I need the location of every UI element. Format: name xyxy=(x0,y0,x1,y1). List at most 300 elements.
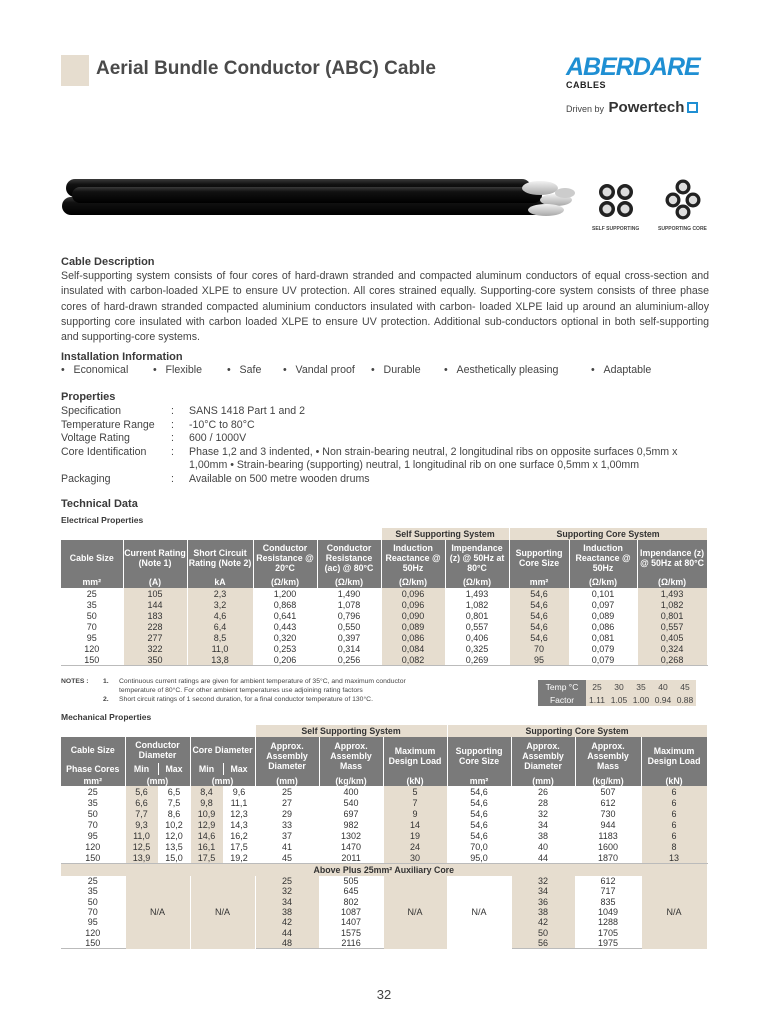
table-cell: 70 xyxy=(61,621,123,632)
table-cell: 0,097 xyxy=(569,599,637,610)
unit-cell: (Ω/km) xyxy=(317,576,381,588)
col-header: Min xyxy=(125,763,158,775)
table-cell: 1407 xyxy=(319,917,383,927)
table-cell: 25 xyxy=(61,876,125,886)
table-cell: 0,096 xyxy=(381,599,445,610)
table-cell: 36 xyxy=(511,896,575,906)
table-cell: 1,082 xyxy=(637,599,707,610)
unit-cell: (mm) xyxy=(125,775,190,786)
na-cell: N/A xyxy=(641,876,707,949)
table-cell: 32 xyxy=(255,886,319,896)
table-cell: 1575 xyxy=(319,928,383,938)
table-cell: 1,493 xyxy=(637,588,707,599)
table-cell: 1705 xyxy=(575,928,641,938)
table-cell: 34 xyxy=(511,886,575,896)
temp-value: 30 xyxy=(608,680,630,693)
table-cell: 6 xyxy=(641,830,707,841)
table-cell: 1288 xyxy=(575,917,641,927)
factor-label: Factor xyxy=(538,693,586,706)
table-cell: 30 xyxy=(383,853,447,864)
table-cell: 12,5 xyxy=(125,841,158,852)
table-cell: 45 xyxy=(255,853,319,864)
page-title: Aerial Bundle Conductor (ABC) Cable xyxy=(96,58,436,79)
table-cell: 0,801 xyxy=(637,610,707,621)
table-cell: 1302 xyxy=(319,830,383,841)
table-row xyxy=(61,632,707,643)
install-item: • Vandal proof xyxy=(283,364,355,376)
prop-sep: : xyxy=(171,418,174,431)
mechanical-table xyxy=(61,725,708,949)
col-header: Approx. Assembly Mass xyxy=(319,737,383,775)
table-cell: 34 xyxy=(511,819,575,830)
table-cell: 9,3 xyxy=(125,819,158,830)
unit-cell: mm² xyxy=(61,576,123,588)
table-cell: 5 xyxy=(383,786,447,797)
na-cell: N/A xyxy=(447,876,511,949)
table-cell: 54,6 xyxy=(509,632,569,643)
table-cell: 1,200 xyxy=(253,588,317,599)
col-header: Min xyxy=(190,763,223,775)
table-cell: 8,5 xyxy=(187,632,253,643)
table-cell: 41 xyxy=(255,841,319,852)
table-cell: 44 xyxy=(255,928,319,938)
cable-description-text: Self-supporting system consists of four cores of hard-drawn stranded and compacted aluminum conductors of equal cross-section and insulated with carbon-loaded XLPE to ensure UV protection. All cores strained equally. Supporting-core system consists of three phase cores of hard-drawn stranded compacted aluminium conductors insulated with carbon- loaded XLPE laid up around an aluminium-alloy supporting core insulated with carbon loaded XLPE to ensure UV protection. Additional sub-conductors optional in both self-supporting and supporting-core systems. xyxy=(61,270,709,344)
prop-value: 600 / 1000V xyxy=(189,432,247,445)
table-cell: 54,6 xyxy=(447,819,511,830)
col-header: Induction Reactance @ 50Hz xyxy=(381,540,445,576)
table-cell: 48 xyxy=(255,938,319,949)
table-cell: 33 xyxy=(255,819,319,830)
na-cell: N/A xyxy=(383,876,447,949)
col-header: Induction Reactance @ 50Hz xyxy=(569,540,637,576)
unit-cell: (Ω/km) xyxy=(445,576,509,588)
prop-key: Voltage Rating xyxy=(61,432,130,445)
powertech-icon xyxy=(687,102,698,113)
prop-sep: : xyxy=(171,432,174,445)
table-cell: 540 xyxy=(319,797,383,808)
table-cell: 25 xyxy=(61,786,125,797)
col-header: Maximum Design Load xyxy=(641,737,707,775)
table-cell: 11,0 xyxy=(187,643,253,654)
table-cell: 13,9 xyxy=(125,853,158,864)
table-cell: 6 xyxy=(641,819,707,830)
table-cell: 612 xyxy=(575,797,641,808)
unit-cell: (Ω/km) xyxy=(381,576,445,588)
temp-label: Temp °C xyxy=(538,680,586,693)
temp-value: 35 xyxy=(630,680,652,693)
table-cell: 42 xyxy=(511,917,575,927)
table-cell: 0,801 xyxy=(445,610,509,621)
table-cell: 50 xyxy=(61,808,125,819)
table-cell: 4,6 xyxy=(187,610,253,621)
unit-cell: (mm) xyxy=(255,775,319,786)
table-cell: 697 xyxy=(319,808,383,819)
table-cell: 28 xyxy=(511,797,575,808)
table-cell: 50 xyxy=(61,610,123,621)
self-supporting-group: Self Supporting System xyxy=(381,528,509,540)
table-cell: 37 xyxy=(255,830,319,841)
table-row xyxy=(61,876,707,886)
note-text: Continuous current ratings are given for ambient temperature of 35°C, and maximum conductor xyxy=(119,678,406,685)
table-cell: 612 xyxy=(575,876,641,886)
table-row xyxy=(61,621,707,632)
table-cell: 8 xyxy=(641,841,707,852)
table-cell: 982 xyxy=(319,819,383,830)
table-cell: 12,0 xyxy=(158,830,190,841)
table-cell: 15,0 xyxy=(158,853,190,864)
driven-by xyxy=(566,99,698,116)
electrical-heading: Electrical Properties xyxy=(61,515,144,525)
table-cell: 14,6 xyxy=(190,830,223,841)
unit-cell: kA xyxy=(187,576,253,588)
install-item: • Safe xyxy=(227,364,262,376)
table-cell: 10,9 xyxy=(190,808,223,819)
table-cell: 6 xyxy=(641,797,707,808)
cable-description-heading: Cable Description xyxy=(61,256,155,268)
prop-value: Phase 1,2 and 3 indented, • Non strain-bearing neutral, 2 longitudinal ribs on opposite surfaces 0,5mm x 1,00mm • Strain-bearing (supporting) neutral, 1 longitudinal rib on one surface 0,5mm x 1,00mm xyxy=(189,445,678,472)
col-header: Cable Size xyxy=(61,737,125,763)
table-cell: 35 xyxy=(61,599,123,610)
table-cell: 835 xyxy=(575,896,641,906)
table-row xyxy=(61,808,707,819)
temp-value: 45 xyxy=(674,680,696,693)
table-cell: 0,096 xyxy=(381,588,445,599)
table-cell: 0,084 xyxy=(381,643,445,654)
col-header: Approx. Assembly Mass xyxy=(575,737,641,775)
table-cell: 0,443 xyxy=(253,621,317,632)
table-cell: 27 xyxy=(255,797,319,808)
logo-brand: ABERDARE xyxy=(566,53,700,81)
table-cell: 228 xyxy=(123,621,187,632)
col-header: Conductor Resistance @ 20°C xyxy=(253,540,317,576)
table-cell: 70,0 xyxy=(447,841,511,852)
temp-value: 40 xyxy=(652,680,674,693)
self-supporting-group: Self Supporting System xyxy=(255,725,447,737)
table-cell: 7,5 xyxy=(158,797,190,808)
table-cell: 54,6 xyxy=(447,808,511,819)
table-cell: 40 xyxy=(511,841,575,852)
table-cell: 0,406 xyxy=(445,632,509,643)
note-text: temperature of 80°C. For other ambient temperatures use adjoining rating factors xyxy=(119,687,363,694)
installation-heading: Installation Information xyxy=(61,351,183,363)
supporting-core-group: Supporting Core System xyxy=(509,528,707,540)
table-cell: 350 xyxy=(123,655,187,666)
table-cell: 1470 xyxy=(319,841,383,852)
prop-key: Specification xyxy=(61,405,122,417)
supporting-core-group: Supporting Core System xyxy=(447,725,707,737)
technical-data-heading: Technical Data xyxy=(61,498,138,510)
table-cell: 54,6 xyxy=(447,830,511,841)
table-cell: 70 xyxy=(61,819,125,830)
install-item: • Economical xyxy=(61,364,129,376)
table-cell: 70 xyxy=(509,643,569,654)
table-cell: 2,3 xyxy=(187,588,253,599)
table-cell: 50 xyxy=(61,896,125,906)
note-num: 1. xyxy=(103,678,109,685)
install-item: • Aesthetically pleasing xyxy=(444,364,559,376)
unit-cell: (kg/km) xyxy=(319,775,383,786)
table-cell: 730 xyxy=(575,808,641,819)
table-cell: 35 xyxy=(61,886,125,896)
table-row xyxy=(61,841,707,852)
table-cell: 13 xyxy=(641,853,707,864)
table-row xyxy=(61,853,707,864)
table-cell: 183 xyxy=(123,610,187,621)
table-cell: 54,6 xyxy=(509,621,569,632)
table-cell: 11,1 xyxy=(223,797,255,808)
table-cell: 17,5 xyxy=(190,853,223,864)
table-cell: 16,2 xyxy=(223,830,255,841)
table-cell: 0,079 xyxy=(569,655,637,666)
table-cell: 1600 xyxy=(575,841,641,852)
table-cell: 54,6 xyxy=(509,588,569,599)
table-cell: 120 xyxy=(61,841,125,852)
notes-label: NOTES : xyxy=(61,678,89,685)
table-cell: 150 xyxy=(61,853,125,864)
table-cell: 95,0 xyxy=(447,853,511,864)
col-header: Max xyxy=(158,763,190,775)
table-cell: 95 xyxy=(61,632,123,643)
table-cell: 13,5 xyxy=(158,841,190,852)
table-row xyxy=(61,610,707,621)
properties-heading: Properties xyxy=(61,391,116,403)
unit-cell: (kN) xyxy=(641,775,707,786)
table-cell: 54,6 xyxy=(509,610,569,621)
table-cell: 1087 xyxy=(319,907,383,917)
table-cell: 277 xyxy=(123,632,187,643)
mechanical-heading: Mechanical Properties xyxy=(61,712,152,722)
table-cell: 0,086 xyxy=(569,621,637,632)
table-cell: 1183 xyxy=(575,830,641,841)
unit-cell: mm² xyxy=(61,775,125,786)
table-cell: 2116 xyxy=(319,938,383,949)
table-cell: 717 xyxy=(575,886,641,896)
table-cell: 14,3 xyxy=(223,819,255,830)
table-cell: 29 xyxy=(255,808,319,819)
table-cell: 95 xyxy=(61,830,125,841)
table-cell: 0,101 xyxy=(569,588,637,599)
table-cell: 0,206 xyxy=(253,655,317,666)
table-cell: 95 xyxy=(61,917,125,927)
table-cell: 0,324 xyxy=(637,643,707,654)
factor-value: 1.11 xyxy=(586,693,608,706)
table-cell: 19,2 xyxy=(223,853,255,864)
col-header: Approx. Assembly Diameter xyxy=(255,737,319,775)
na-cell: N/A xyxy=(125,876,190,949)
table-cell: 5,6 xyxy=(125,786,158,797)
table-cell: 105 xyxy=(123,588,187,599)
table-cell: 0,089 xyxy=(569,610,637,621)
table-cell: 13,8 xyxy=(187,655,253,666)
prop-key: Temperature Range xyxy=(61,418,155,431)
prop-key: Core Identification xyxy=(61,445,147,458)
table-cell: 95 xyxy=(509,655,569,666)
table-cell: 24 xyxy=(383,841,447,852)
cable-image xyxy=(58,175,578,225)
table-cell: 1,490 xyxy=(317,588,381,599)
table-cell: 944 xyxy=(575,819,641,830)
col-header: Supporting Core Size xyxy=(509,540,569,576)
powertech-text: Powertech xyxy=(608,99,685,116)
table-cell: 0,641 xyxy=(253,610,317,621)
col-header: Phase Cores xyxy=(61,763,125,775)
table-cell: 1,493 xyxy=(445,588,509,599)
table-cell: 1,078 xyxy=(317,599,381,610)
table-row xyxy=(61,830,707,841)
table-cell: 32 xyxy=(511,808,575,819)
table-cell: 16,1 xyxy=(190,841,223,852)
table-cell: 0,082 xyxy=(381,655,445,666)
table-cell: 150 xyxy=(61,938,125,949)
table-cell: 0,325 xyxy=(445,643,509,654)
table-cell: 25 xyxy=(255,786,319,797)
col-header: Impendance (z) @ 50Hz at 80°C xyxy=(637,540,707,576)
table-cell: 1,082 xyxy=(445,599,509,610)
table-row xyxy=(61,599,707,610)
table-cell: 0,089 xyxy=(381,621,445,632)
table-cell: 120 xyxy=(61,643,123,654)
table-cell: 0,796 xyxy=(317,610,381,621)
col-header: Current Rating (Note 1) xyxy=(123,540,187,576)
table-cell: 17,5 xyxy=(223,841,255,852)
col-header: Cable Size xyxy=(61,540,123,576)
unit-cell: mm² xyxy=(509,576,569,588)
table-cell: 7,7 xyxy=(125,808,158,819)
temp-value: 25 xyxy=(586,680,608,693)
install-item: • Adaptable xyxy=(591,364,652,376)
table-cell: 0,550 xyxy=(317,621,381,632)
install-item: • Durable xyxy=(371,364,421,376)
unit-cell: (Ω/km) xyxy=(637,576,707,588)
col-header: Conductor Resistance (ac) @ 80°C xyxy=(317,540,381,576)
table-cell: 150 xyxy=(61,655,123,666)
table-cell: 3,2 xyxy=(187,599,253,610)
table-cell: 9 xyxy=(383,808,447,819)
table-cell: 0,314 xyxy=(317,643,381,654)
unit-cell: mm² xyxy=(447,775,511,786)
table-cell: 120 xyxy=(61,928,125,938)
factor-value: 0.88 xyxy=(674,693,696,706)
table-cell: 50 xyxy=(511,928,575,938)
table-cell: 12,9 xyxy=(190,819,223,830)
factor-value: 1.00 xyxy=(630,693,652,706)
table-cell: 400 xyxy=(319,786,383,797)
col-header: Impendance (z) @ 50Hz at 80°C xyxy=(445,540,509,576)
prop-value: SANS 1418 Part 1 and 2 xyxy=(189,405,306,417)
col-header: Max xyxy=(223,763,255,775)
col-header: Approx. Assembly Diameter xyxy=(511,737,575,775)
table-cell: 0,081 xyxy=(569,632,637,643)
table-cell: 11,0 xyxy=(125,830,158,841)
unit-cell: (mm) xyxy=(190,775,255,786)
table-cell: 6 xyxy=(641,786,707,797)
col-header: Short Circuit Rating (Note 2) xyxy=(187,540,253,576)
prop-value: -10°C to 80°C xyxy=(189,418,255,431)
self-supporting-label: SELF SUPPORTING xyxy=(592,226,640,232)
table-row xyxy=(61,643,707,654)
table-cell: 0,557 xyxy=(637,621,707,632)
unit-cell: (Ω/km) xyxy=(569,576,637,588)
table-cell: 9,8 xyxy=(190,797,223,808)
table-cell: 54,6 xyxy=(447,797,511,808)
table-cell: 144 xyxy=(123,599,187,610)
table-row xyxy=(61,655,707,666)
table-cell: 32 xyxy=(511,876,575,886)
table-cell: 12,3 xyxy=(223,808,255,819)
driven-by-text: Driven by xyxy=(566,104,605,114)
table-cell: 0,086 xyxy=(381,632,445,643)
unit-cell: (A) xyxy=(123,576,187,588)
table-row xyxy=(61,819,707,830)
table-cell: 35 xyxy=(61,797,125,808)
note-num: 2. xyxy=(103,696,109,703)
temperature-factor-table xyxy=(538,680,696,706)
table-cell: 645 xyxy=(319,886,383,896)
aberdare-logo xyxy=(566,55,711,117)
table-cell: 1975 xyxy=(575,938,641,949)
install-item: • Flexible xyxy=(153,364,203,376)
table-cell: 2011 xyxy=(319,853,383,864)
col-header: Supporting Core Size xyxy=(447,737,511,775)
table-cell: 19 xyxy=(383,830,447,841)
page-number: 32 xyxy=(376,987,392,1002)
table-cell: 6,4 xyxy=(187,621,253,632)
electrical-table xyxy=(61,528,708,666)
table-cell: 0,253 xyxy=(253,643,317,654)
table-cell: 0,079 xyxy=(569,643,637,654)
factor-value: 0.94 xyxy=(652,693,674,706)
table-cell: 0,269 xyxy=(445,655,509,666)
prop-sep: : xyxy=(171,405,174,417)
table-cell: 6 xyxy=(641,808,707,819)
table-cell: 802 xyxy=(319,896,383,906)
table-cell: 26 xyxy=(511,786,575,797)
table-cell: 0,256 xyxy=(317,655,381,666)
table-cell: 0,405 xyxy=(637,632,707,643)
table-cell: 38 xyxy=(511,830,575,841)
col-header: Conductor Diameter xyxy=(125,737,190,763)
table-cell: 54,6 xyxy=(447,786,511,797)
table-cell: 0,268 xyxy=(637,655,707,666)
table-cell: 34 xyxy=(255,896,319,906)
table-cell: 56 xyxy=(511,938,575,949)
note-text: Short circuit ratings of 1 second duration, for a final conductor temperature of 130°C. xyxy=(119,696,373,703)
col-header: Maximum Design Load xyxy=(383,737,447,775)
table-cell: 0,868 xyxy=(253,599,317,610)
table-cell: 6,6 xyxy=(125,797,158,808)
prop-value: Available on 500 metre wooden drums xyxy=(189,472,370,485)
table-cell: 9,6 xyxy=(223,786,255,797)
unit-cell: (kN) xyxy=(383,775,447,786)
prop-sep: : xyxy=(171,445,174,458)
table-cell: 7 xyxy=(383,797,447,808)
col-header: Core Diameter xyxy=(190,737,255,763)
table-row xyxy=(61,786,707,797)
table-cell: 54,6 xyxy=(509,599,569,610)
table-cell: 8,4 xyxy=(190,786,223,797)
table-cell: 505 xyxy=(319,876,383,886)
table-cell: 25 xyxy=(61,588,123,599)
table-cell: 1870 xyxy=(575,853,641,864)
table-cell: 38 xyxy=(511,907,575,917)
table-cell: 0,090 xyxy=(381,610,445,621)
prop-key: Packaging xyxy=(61,472,111,485)
logo-sub: CABLES xyxy=(566,80,607,90)
table-cell: 322 xyxy=(123,643,187,654)
table-cell: 8,6 xyxy=(158,808,190,819)
table-cell: 0,557 xyxy=(445,621,509,632)
table-cell: 38 xyxy=(255,907,319,917)
